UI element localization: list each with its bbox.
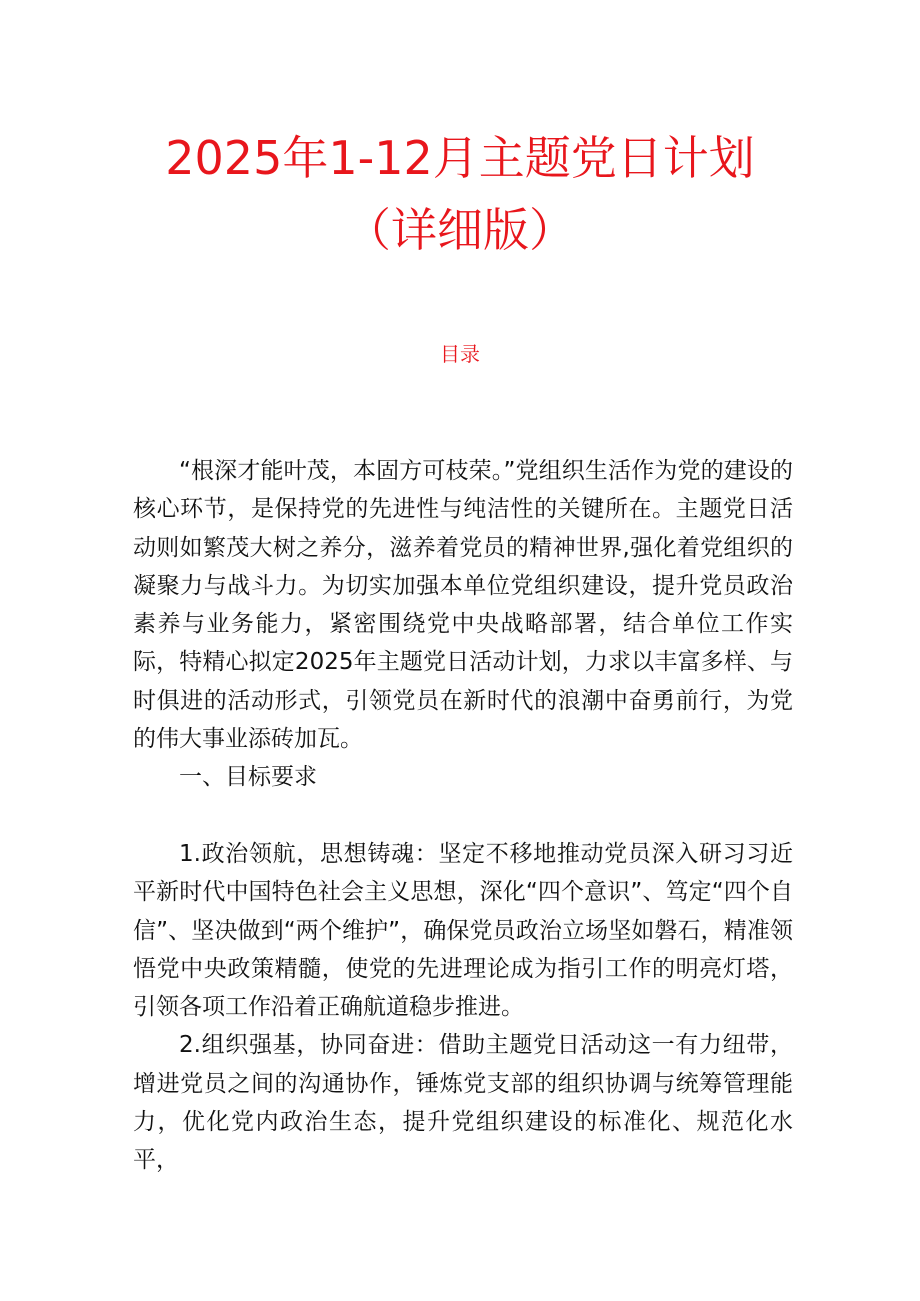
goal-items [133,835,793,1180]
document-subtitle: （详细版） [345,203,575,257]
goal-item-2: 2.组织强基，协同奋进：借助主题党日活动这一有力纽带，增进党员之间的沟通协作，锤炼党支部的组织协调与统筹管理能力，优化党内政治生态，提升党组织建设的标准化、规范化水平， [133,1032,793,1174]
section-heading: 一、目标要求 [179,764,317,790]
table-of-contents-label: 目录 [440,342,480,366]
intro-paragraph: “根深才能叶茂，本固方可枝荣。”党组织生活作为党的建设的核心环节，是保持党的先进性与纯洁性的关键所在。主题党日活动则如繁茂大树之养分，滋养着党员的精神世界,强化着党组织的凝聚力与战斗力。为切实加强本单位党组织建设，提升党员政治素养与业务能力，紧密围绕党中央战略部署，结合单位工作实际，特精心拟定2025年主题党日活动计划，力求以丰富多样、与时俱进的活动形式，引领党员在新时代的浪潮中奋勇前行，为党的伟大事业添砖加瓦。 [133,458,793,753]
intro-section [133,452,793,758]
document-title: 2025年1-12月主题党日计划 [165,131,755,185]
section-heading-block [133,758,793,796]
goal-item-1: 1.政治领航，思想铸魂：坚定不移地推动党员深入研习习近平新时代中国特色社会主义思想，深化“四个意识”、笃定“四个自信”、坚决做到“两个维护”，确保党员政治立场坚如磐石，精准领悟党中央政策精髓，使党的先进理论成为指引工作的明亮灯塔，引领各项工作沿着正确航道稳步推进。 [133,841,793,1021]
